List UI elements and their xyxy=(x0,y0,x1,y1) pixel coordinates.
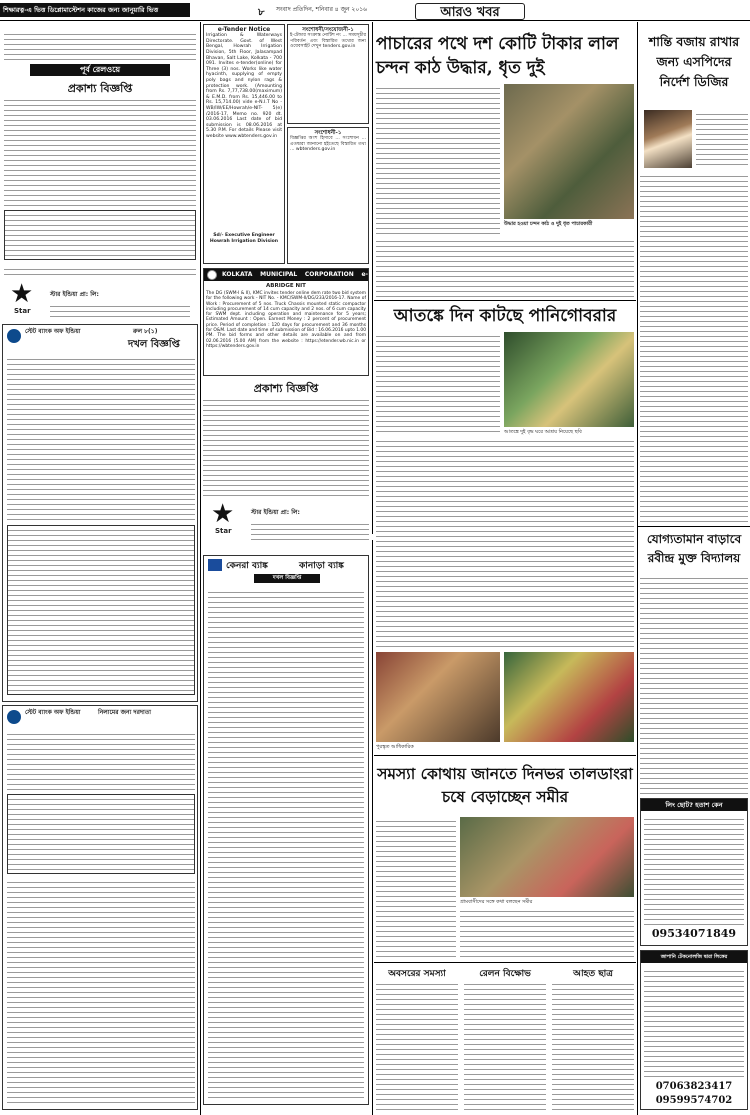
panic-story-b xyxy=(376,437,634,647)
correction-notice-2 xyxy=(287,127,369,264)
ad-1-phone: 09534071849 xyxy=(651,927,737,940)
etender-title: e-Tender Notice xyxy=(217,26,271,33)
star-address xyxy=(50,302,190,317)
kmc-tender xyxy=(203,268,369,376)
canara-body xyxy=(208,588,364,1100)
sbi-auction-terms xyxy=(7,878,195,1103)
award-caption: পুরস্কৃত আধিকারিক xyxy=(376,744,414,750)
problem-story-a xyxy=(376,817,456,957)
left-notice-text xyxy=(4,30,196,60)
headline-problem: সমস্যা কোথায় জানতে দিনভর তালডাংরা চষে বেড়াচ্ছেন সমীর xyxy=(377,764,633,806)
ad-2-title: জাপানি টেকনোলজি দ্বারা লিঙ্গের xyxy=(641,951,747,963)
main-story-text-a xyxy=(376,84,500,234)
sbi-auction-body xyxy=(7,730,195,790)
sbi-auction-notice xyxy=(2,705,198,1110)
rule-2 xyxy=(374,755,636,756)
ad-2-phone-2: 09599574702 xyxy=(655,1095,733,1106)
sbi-logo-icon-2 xyxy=(7,710,21,724)
sbi-possession-notice xyxy=(2,324,198,702)
ad-2-phone-1: 07063823417 xyxy=(655,1081,733,1092)
panic-caption: আতঙ্কে দুই বৃদ্ধ ঘরে আশ্রয় নিয়েছে ছবি xyxy=(504,429,582,435)
rule-r1 xyxy=(638,526,750,527)
school-story xyxy=(640,574,748,794)
section-title: আরও খবর xyxy=(415,3,525,20)
correction-body-1: ই-টেন্ডার সংক্রান্ত নোটিশ নং ... সময়সূচীর পরিবর্তন এবং বিস্তারিত তথ্যের জন্য ওয়েবসাইট দেখুন tenders.gov.in xyxy=(290,33,366,50)
canara-title: কেনরা ব্যাঙ্ক xyxy=(226,561,268,571)
peace-story-b xyxy=(640,172,748,522)
school-headline: যোগ্যতামান বাড়াবে রবীন্দ্র মুক্ত বিদ্যালয় xyxy=(646,532,742,565)
kmc-logo-icon xyxy=(207,270,217,280)
star-company-2: স্টার ইন্ডিয়া প্রা: লি: xyxy=(251,509,300,516)
mid-lower-block xyxy=(201,555,371,1110)
peace-headline: শান্তি বজায় রাখার জন্য এসপিদের নির্দেশ ডিজির xyxy=(648,34,740,89)
masthead xyxy=(0,0,750,22)
headline-panic: আতঙ্কে দিন কাটছে পানিগোবরার xyxy=(393,306,617,326)
panic-photo xyxy=(504,332,634,427)
kmc-subtitle: ABRIDGE NIT xyxy=(266,283,306,289)
mid-public-notice-title: প্রকাশ্য বিজ্ঞপ্তি xyxy=(253,382,319,395)
correction-notice-1 xyxy=(287,24,369,124)
masthead-date: সংবাদ প্রতিদিন, শনিবার ৪ জুন ২০১৬ xyxy=(276,6,368,13)
left-column xyxy=(0,22,200,1115)
etender-notice xyxy=(203,24,285,264)
canara-notice xyxy=(203,555,369,1105)
star-logo-2 xyxy=(205,500,245,540)
short-news-body-2 xyxy=(464,980,546,1110)
village-caption: গ্রামবাসীদের সঙ্গে কথা বলছেন সমীর xyxy=(460,899,533,905)
correction-title-1: সংশোধনী/সংযোজনী-১ xyxy=(302,27,354,33)
rule-1 xyxy=(374,300,636,301)
headline-main: পাচারের পথে দশ কোটি টাকার লাল চন্দন কাঠ উদ্ধার, ধৃত দুই xyxy=(376,34,619,78)
sandalwood-photo xyxy=(504,84,634,219)
sandalwood-caption: উদ্ধার হওয়া চন্দন কাঠ ও দুই ধৃত পাচারকারী xyxy=(504,221,593,227)
etender-body: Irrigation & Waterways Directorate. Govt. of West Bengal, Howrah Irrigation Division, 5th Floor, Jalasampad Bhavan, Salt Lake, Kolkata - 700 091. Invites e-tender(online) for Three (3) nos. Works like water hyacinth, supplying of empty poly bags and nylon rags & protection work. (Amounting from Rs. 7,77,738.00(maximum) & E.M.D. from Rs. 15,446.00 to Rs. 15,714.00) vide e-N.I.T No - WB/IW/EE/Howrah/e-NIT- 5(e) /2016-17, Memo no. 920 dt. 03.06.2016 Last date of bid submission is 08.06.2016 at 5.30 P.M. For details Please visit website www.wbtenders.gov.in xyxy=(206,33,282,139)
village-group-photo xyxy=(504,652,634,742)
award-photo xyxy=(376,652,500,742)
star-address-2 xyxy=(251,520,369,540)
sbi-possession-title: দখল বিজ্ঞপ্তি xyxy=(128,339,180,350)
panic-story-a xyxy=(376,332,500,432)
ad-1-body xyxy=(644,815,744,925)
sbi-possession-table xyxy=(7,525,195,695)
public-notice-title: প্রকাশ্য বিজ্ঞপ্তি xyxy=(67,82,133,95)
ad-1-title: লিং ছোট? হতাশ কেন xyxy=(641,799,747,811)
masthead-rule xyxy=(0,20,750,21)
canara-logo-icon xyxy=(208,559,222,571)
kmc-body: The DG (SWM-I & II), KMC invites tender online dem rate two bid system for the following work - NIT No. - KMC/SWM-II/DG/233/2016-17. Name of Work : Procurement of 5 nos. Truck Chassis mounted static compactor including procurement of 14 cum capacity and 2 nos. of 6 cum capacity for SWM dept. including operation and maintenance for 5 years; Estimated Amount : Open. Earnest Money : 2 percent of procurement price. Period of completion : 120 days for procurement and 36 months for O&M. Last date and time of submission of Bid : 16.06.2016 upto 1.00 PM. The bid forms and other details are available on and from 02.06.2016 (5.00 AM) from the website : https://etender.wb.nic.in or https://wbtenders.gov.in xyxy=(206,291,366,349)
main-news xyxy=(374,22,636,1115)
kmc-title: KOLKATA MUNICIPAL CORPORATION e-TENDER xyxy=(204,269,368,281)
star-brand-2: Star xyxy=(215,527,232,535)
ad-box-1 xyxy=(640,798,748,946)
main-story-text-b xyxy=(376,237,634,297)
short-news-body-1 xyxy=(376,980,458,1110)
canara-notice-title: দখল বিজ্ঞপ্তি xyxy=(254,574,320,583)
masthead-left-banner: শিক্ষারত্ন-এ ভিত্ত ডিপ্লোমাস্টেশন কাজের জন্য জানুয়ারি ভিত্ত xyxy=(0,3,190,17)
dg-portrait xyxy=(644,110,692,168)
ad-2-body xyxy=(644,967,744,1077)
short-news-title-2: রেলন বিক্ষোভ xyxy=(479,969,531,979)
column-divider-2 xyxy=(372,22,373,534)
village-photo xyxy=(460,817,634,897)
sbi-auction-table xyxy=(7,794,195,874)
column-divider-3 xyxy=(372,540,373,1115)
star-company: স্টার ইন্ডিয়া প্রা: লি: xyxy=(50,291,99,298)
problem-story-b xyxy=(460,907,634,957)
railway-label: পূর্ব রেলওয়ে xyxy=(30,64,170,76)
star-notice-text xyxy=(4,265,196,277)
sbi-label-2: স্টেট ব্যাংক অফ ইন্ডিয়া xyxy=(25,709,81,716)
star-icon-2: ★ xyxy=(211,499,235,529)
star-icon: ★ xyxy=(10,279,34,309)
right-column xyxy=(638,22,750,1115)
rule-3 xyxy=(374,962,636,963)
sbi-logo-icon xyxy=(7,329,21,343)
correction-body-2: বিজ্ঞপ্তির অংশ হিসাবে ... সংশোধন ... এতদ্বারা জানানো হইতেছে বিস্তারিত তথ্য ... wbtenders.gov.in xyxy=(290,136,366,153)
sbi-auction-sub: নিলামের জন্য দরদাতা xyxy=(98,709,152,716)
mid-public-notice-body xyxy=(203,396,369,496)
short-news-title-1: অবসরের সমস্যা xyxy=(388,969,446,979)
short-news-title-3: আহত ছাত্র xyxy=(573,969,613,979)
public-notice-table xyxy=(4,210,196,260)
etender-sign: Sd/- Executive Engineer Howrah Irrigation Division xyxy=(209,233,279,245)
ad-box-2 xyxy=(640,950,748,1110)
public-notice-body xyxy=(4,96,196,206)
sbi-possession-body xyxy=(7,355,195,520)
page-number: ৮ xyxy=(258,7,265,18)
peace-story-a xyxy=(696,110,748,168)
correction-title-2: সংশোধনী-১ xyxy=(314,130,342,136)
short-news-body-3 xyxy=(552,980,634,1110)
sbi-rule: রুল ৮(১) xyxy=(133,328,158,335)
star-logo xyxy=(4,280,44,320)
star-brand: Star xyxy=(14,307,31,315)
canara-sub: কানাড়া ব্যাঙ্ক xyxy=(299,561,344,571)
sbi-label: স্টেট ব্যাংক অফ ইন্ডিয়া xyxy=(25,328,81,335)
